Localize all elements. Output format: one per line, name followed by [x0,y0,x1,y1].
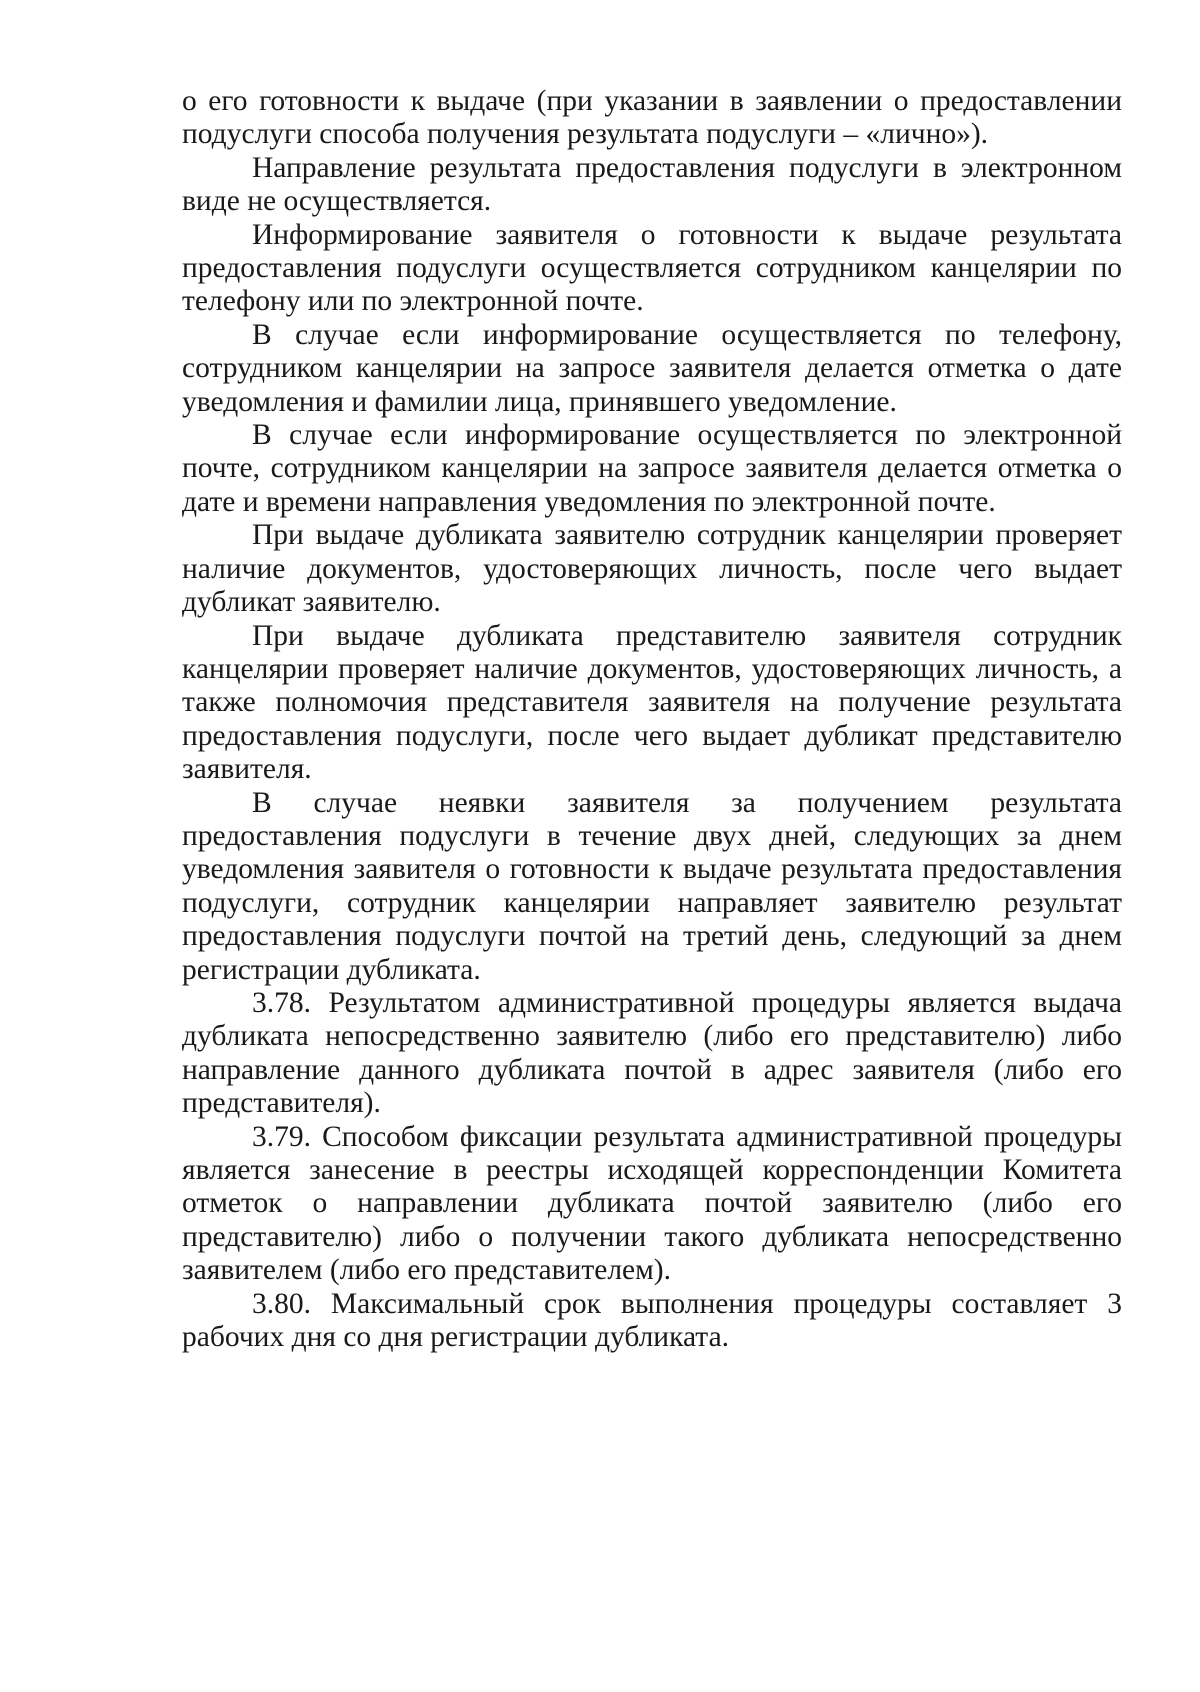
paragraph-continuation: о его готовности к выдаче (при указании в заявлении о предоставлении подуслуги способа получения результата подуслуги – «лично»). [182,85,1122,151]
paragraph-email-informing: В случае если информирование осуществляется по электронной почте, сотрудником канцелярии на запросе заявителя делается отметка о дате и времени направления уведомления по электронной почте. [182,419,1122,518]
document-page [182,85,1122,1354]
paragraph-issue-to-applicant: При выдаче дубликата заявителю сотрудник канцелярии проверяет наличие документов, удостоверяющих личность, после чего выдает дубликат заявителю. [182,519,1122,619]
paragraph-3-79: 3.79. Способом фиксации результата административной процедуры является занесение в реестры исходящей корреспонденции Комитета отметок о направлении дубликата почтой заявителю (либо его представителю) либо о получении такого дубликата непосредственно заявителем (либо его представителем). [182,1120,1122,1287]
paragraph-3-78: 3.78. Результатом административной процедуры является выдача дубликата непосредственно заявителю (либо его представителю) либо направление данного дубликата почтой в адрес заявителя (либо его представителя). [182,986,1122,1120]
paragraph-issue-to-representative: При выдаче дубликата представителю заявителя сотрудник канцелярии проверяет наличие документов, удостоверяющих личность, а также полномочия представителя заявителя на получение результата предоставления подуслуги, после чего выдает дубликат представителю заявителя. [182,619,1122,786]
paragraph-informing: Информирование заявителя о готовности к выдаче результата предоставления подуслуги осуществляется сотрудником канцелярии по телефону или по электронной почте. [182,218,1122,318]
paragraph-electronic-delivery: Направление результата предоставления подуслуги в электронном виде не осуществляется. [182,151,1122,218]
paragraph-no-show: В случае неявки заявителя за получением результата предоставления подуслуги в течение двух дней, следующих за днем уведомления заявителя о готовности к выдаче результата предоставления подуслуги, сотрудник канцелярии направляет заявителю результат предоставления подуслуги почтой на третий день, следующий за днем регистрации дубликата. [182,786,1122,986]
paragraph-phone-informing: В случае если информирование осуществляется по телефону, сотрудником канцелярии на запросе заявителя делается отметка о дате уведомления и фамилии лица, принявшего уведомление. [182,318,1122,418]
paragraph-3-80: 3.80. Максимальный срок выполнения процедуры составляет 3 рабочих дня со дня регистрации дубликата. [182,1287,1122,1354]
